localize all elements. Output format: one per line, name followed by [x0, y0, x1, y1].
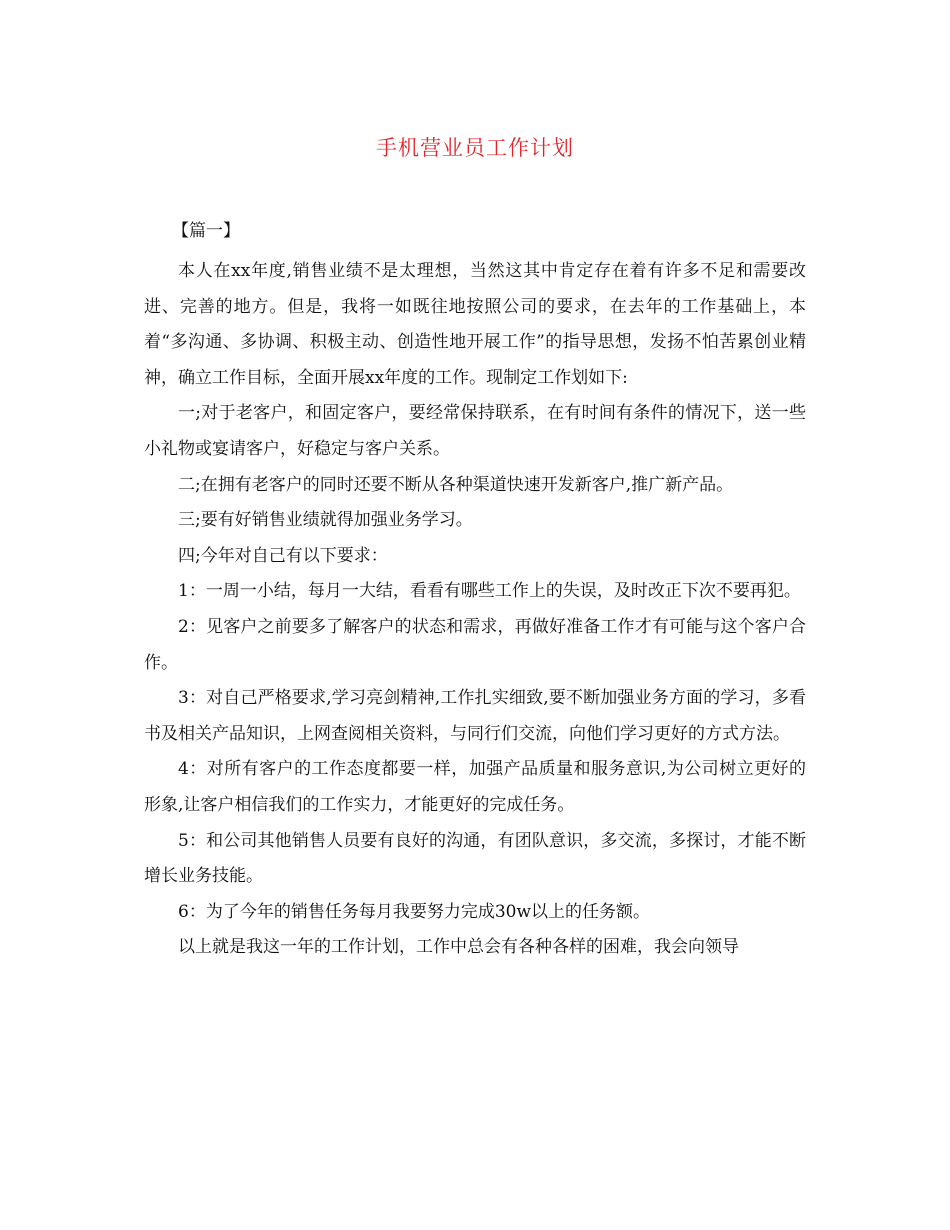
paragraph-item-4: 四;今年对自己有以下要求： — [178, 545, 388, 566]
document-body — [144, 254, 806, 966]
paragraph-item-1: 一;对于老客户，和固定客户，要经常保持联系，在有时间有条件的情况下，送一些小礼物或宴请客户，好稳定与客户关系。 — [144, 403, 806, 459]
paragraph-req-1: 1：一周一小结，每月一大结，看看有哪些工作上的失误，及时改正下次不要再犯。 — [178, 581, 801, 602]
paragraph-intro: 本人在xx年度,销售业绩不是太理想，当然这其中肯定存在着有许多不足和需要改进、完善的地方。但是，我将一如既往地按照公司的要求，在去年的工作基础上，本着“多沟通、多协调、积极主动、创造性地开展工作”的指导思想，发扬不怕苦累创业精神，确立工作目标，全面开展xx年度的工作。现制定工作划如下: — [144, 261, 806, 388]
paragraph-req-3: 3：对自己严格要求,学习亮剑精神,工作扎实细致,要不断加强业务方面的学习，多看书及相关产品知识，上网查阅相关资料，与同行们交流，向他们学习更好的方式方法。 — [144, 688, 806, 744]
document-title: 手机营业员工作计划 — [376, 136, 574, 160]
paragraph-req-5: 5：和公司其他销售人员要有良好的沟通，有团队意识，多交流，多探讨，才能不断增长业务技能。 — [144, 830, 806, 887]
paragraph-req-4: 4：对所有客户的工作态度都要一样，加强产品质量和服务意识,为公司树立更好的形象,让客户相信我们的工作实力，才能更好的完成任务。 — [144, 759, 806, 815]
paragraph-req-6: 6：为了今年的销售任务每月我要努力完成30w以上的任务额。 — [178, 901, 650, 922]
paragraph-closing: 以上就是我这一年的工作计划，工作中总会有各种各样的困难，我会向领导 — [178, 937, 739, 958]
paragraph-req-2: 2：见客户之前要多了解客户的状态和需求，再做好准备工作才有可能与这个客户合作。 — [144, 616, 806, 673]
paragraph-item-2: 二;在拥有老客户的同时还要不断从各种渠道快速开发新客户,推广新产品。 — [178, 474, 734, 495]
paragraph-item-3: 三;要有好销售业绩就得加强业务学习。 — [178, 510, 473, 531]
section-label: 【篇一】 — [172, 221, 240, 241]
